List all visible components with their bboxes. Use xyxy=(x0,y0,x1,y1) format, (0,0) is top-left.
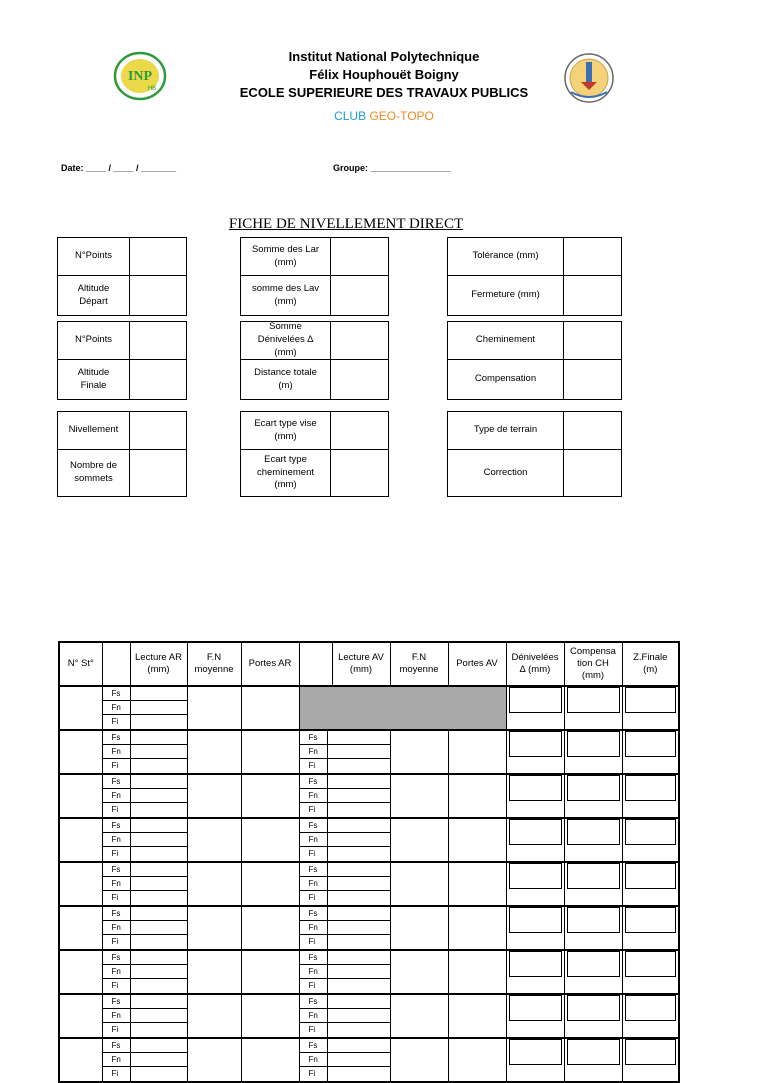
header-compensation: Compensa tion CH (mm) xyxy=(564,642,622,686)
institution-subname: Félix Houphouët Boigny xyxy=(309,67,459,82)
reading-input[interactable] xyxy=(328,803,390,817)
station-cell[interactable] xyxy=(59,906,102,950)
info-label: N°Points xyxy=(58,238,130,275)
reading-input[interactable] xyxy=(131,759,187,773)
reading-input[interactable] xyxy=(131,833,187,846)
wire-label: Fi xyxy=(103,1023,131,1037)
wire-label: Fi xyxy=(300,1023,328,1037)
info-value-cell[interactable] xyxy=(331,360,388,399)
station-cell[interactable] xyxy=(59,818,102,862)
info-value-cell[interactable] xyxy=(564,360,621,399)
wire-label: Fi xyxy=(300,803,328,817)
denivelee-cell xyxy=(506,774,564,818)
svg-text:INP: INP xyxy=(127,69,153,84)
header-portes-ar: Portes AR xyxy=(241,642,299,686)
value-box[interactable] xyxy=(509,907,562,933)
station-cell[interactable] xyxy=(59,994,102,1038)
wire-readings xyxy=(299,994,390,1038)
reading-input[interactable] xyxy=(328,907,390,920)
wire-label: Fi xyxy=(103,847,131,861)
wire-label: Fs xyxy=(103,951,131,964)
reading-input[interactable] xyxy=(131,877,187,890)
reading-input[interactable] xyxy=(328,965,390,978)
info-label: Somme Dénivelées ∆ (mm) xyxy=(241,322,331,359)
wire-label: Fn xyxy=(300,1053,328,1066)
wire-label: Fs xyxy=(103,731,131,744)
wire-label: Fi xyxy=(300,759,328,773)
value-box[interactable] xyxy=(509,995,562,1021)
info-label: Somme des Lar (mm) xyxy=(241,238,331,275)
reading-input[interactable] xyxy=(131,819,187,832)
wire-label: Fn xyxy=(103,745,131,758)
info-value-cell[interactable] xyxy=(130,360,186,399)
fn-moyenne-ar-cell[interactable] xyxy=(187,906,241,950)
denivelee-cell xyxy=(506,906,564,950)
reading-input[interactable] xyxy=(328,995,390,1008)
wire-label: Fs xyxy=(103,907,131,920)
value-box[interactable] xyxy=(509,863,562,889)
date-field: Date: ____ / ____ / _______ xyxy=(61,163,177,173)
wire-readings xyxy=(299,818,390,862)
info-value-cell[interactable] xyxy=(564,450,621,496)
wire-label: Fi xyxy=(103,979,131,993)
portes-ar-cell[interactable] xyxy=(241,818,299,862)
wire-label: Fn xyxy=(300,745,328,758)
compensation-cell xyxy=(564,906,622,950)
portes-ar-cell[interactable] xyxy=(241,950,299,994)
wire-readings xyxy=(102,994,187,1038)
reading-input[interactable] xyxy=(131,1009,187,1022)
portes-av-cell[interactable] xyxy=(448,818,506,862)
institution-name: Institut National Polytechnique xyxy=(288,49,480,64)
header-blank xyxy=(102,642,130,686)
wire-label: Fi xyxy=(300,1067,328,1081)
info-box xyxy=(240,411,389,497)
wire-label: Fs xyxy=(300,951,328,964)
value-box[interactable] xyxy=(625,819,677,845)
reading-input[interactable] xyxy=(131,715,187,729)
reading-input[interactable] xyxy=(131,935,187,949)
portes-ar-cell[interactable] xyxy=(241,906,299,950)
fn-moyenne-ar-cell[interactable] xyxy=(187,818,241,862)
reading-input[interactable] xyxy=(328,731,390,744)
compensation-cell xyxy=(564,862,622,906)
reading-input[interactable] xyxy=(328,935,390,949)
table-row xyxy=(59,862,679,906)
info-value-cell[interactable] xyxy=(331,412,388,449)
club-name: CLUB GEO-TOPO xyxy=(334,109,434,123)
z-finale-cell xyxy=(622,862,679,906)
z-finale-cell xyxy=(622,730,679,774)
info-label: Correction xyxy=(448,450,564,496)
wire-label: Fi xyxy=(103,759,131,773)
fn-moyenne-av-cell[interactable] xyxy=(390,862,448,906)
z-finale-cell xyxy=(622,1038,679,1082)
info-box xyxy=(447,237,622,316)
fn-moyenne-av-cell[interactable] xyxy=(390,994,448,1038)
table-row xyxy=(59,950,679,994)
table-row xyxy=(59,818,679,862)
reading-input[interactable] xyxy=(131,1053,187,1066)
table-row xyxy=(59,994,679,1038)
reading-input[interactable] xyxy=(131,687,187,700)
compensation-cell xyxy=(564,774,622,818)
reading-input[interactable] xyxy=(328,1009,390,1022)
z-finale-cell xyxy=(622,774,679,818)
info-box xyxy=(240,237,389,316)
header-lecture-ar: Lecture AR (mm) xyxy=(130,642,187,686)
portes-av-cell[interactable] xyxy=(448,1038,506,1082)
z-finale-cell xyxy=(622,906,679,950)
fn-moyenne-ar-cell[interactable] xyxy=(187,994,241,1038)
levelling-table xyxy=(58,641,680,1083)
wire-label: Fn xyxy=(300,1009,328,1022)
station-cell[interactable] xyxy=(59,730,102,774)
wire-label: Fn xyxy=(103,877,131,890)
wire-readings xyxy=(102,774,187,818)
info-value-cell[interactable] xyxy=(564,276,621,315)
wire-label: Fi xyxy=(300,979,328,993)
value-box[interactable] xyxy=(625,907,677,933)
fn-moyenne-ar-cell[interactable] xyxy=(187,774,241,818)
wire-label: Fn xyxy=(103,1053,131,1066)
wire-label: Fs xyxy=(300,1039,328,1052)
reading-input[interactable] xyxy=(328,789,390,802)
reading-input[interactable] xyxy=(131,701,187,714)
reading-input[interactable] xyxy=(131,921,187,934)
reading-input[interactable] xyxy=(328,863,390,876)
denivelee-cell xyxy=(506,862,564,906)
wire-label: Fi xyxy=(103,891,131,905)
header-blank xyxy=(299,642,332,686)
reading-input[interactable] xyxy=(328,979,390,993)
wire-label: Fn xyxy=(103,833,131,846)
info-value-cell[interactable] xyxy=(564,322,621,359)
fn-moyenne-av-cell[interactable] xyxy=(390,1038,448,1082)
reading-input[interactable] xyxy=(131,1023,187,1037)
reading-input[interactable] xyxy=(328,891,390,905)
info-label: Fermeture (mm) xyxy=(448,276,564,315)
fn-moyenne-ar-cell[interactable] xyxy=(187,1038,241,1082)
portes-av-cell[interactable] xyxy=(448,862,506,906)
fn-moyenne-ar-cell[interactable] xyxy=(187,730,241,774)
info-label: Altitude Finale xyxy=(58,360,130,399)
wire-label: Fi xyxy=(300,847,328,861)
info-value-cell[interactable] xyxy=(130,276,186,315)
denivelee-cell xyxy=(506,950,564,994)
header-z-finale: Z.Finale (m) xyxy=(622,642,679,686)
info-value-cell[interactable] xyxy=(130,450,186,496)
portes-ar-cell[interactable] xyxy=(241,686,299,730)
value-box[interactable] xyxy=(509,731,562,757)
portes-ar-cell[interactable] xyxy=(241,730,299,774)
value-box[interactable] xyxy=(567,907,620,933)
reading-input[interactable] xyxy=(131,1067,187,1081)
table-row xyxy=(59,686,679,730)
wire-label: Fs xyxy=(103,1039,131,1052)
wire-readings xyxy=(299,774,390,818)
groupe-field: Groupe: ________________ xyxy=(333,163,451,173)
wire-label: Fs xyxy=(300,907,328,920)
value-box[interactable] xyxy=(625,687,677,713)
compensation-cell xyxy=(564,994,622,1038)
info-label: Type de terrain xyxy=(448,412,564,449)
z-finale-cell xyxy=(622,994,679,1038)
wire-label: Fn xyxy=(103,789,131,802)
reading-input[interactable] xyxy=(131,863,187,876)
info-label: N°Points xyxy=(58,322,130,359)
wire-readings xyxy=(102,818,187,862)
station-cell[interactable] xyxy=(59,950,102,994)
wire-label: Fn xyxy=(300,789,328,802)
info-value-cell[interactable] xyxy=(130,322,186,359)
wire-label: Fi xyxy=(103,935,131,949)
info-label: Nivellement xyxy=(58,412,130,449)
info-label: somme des Lav (mm) xyxy=(241,276,331,315)
header-denivelees: Dénivelées ∆ (mm) xyxy=(506,642,564,686)
info-value-cell[interactable] xyxy=(564,412,621,449)
table-row xyxy=(59,730,679,774)
reading-input[interactable] xyxy=(328,1023,390,1037)
info-box xyxy=(447,321,622,400)
wire-readings xyxy=(299,906,390,950)
info-value-cell[interactable] xyxy=(331,238,388,275)
wire-label: Fi xyxy=(103,1067,131,1081)
reading-input[interactable] xyxy=(328,847,390,861)
station-cell[interactable] xyxy=(59,1038,102,1082)
reading-input[interactable] xyxy=(328,819,390,832)
table-row xyxy=(59,774,679,818)
reading-input[interactable] xyxy=(131,951,187,964)
wire-label: Fs xyxy=(300,731,328,744)
denivelee-cell xyxy=(506,1038,564,1082)
compensation-cell xyxy=(564,1038,622,1082)
wire-readings xyxy=(299,862,390,906)
info-value-cell[interactable] xyxy=(130,412,186,449)
wire-readings xyxy=(299,730,390,774)
wire-label: Fs xyxy=(103,775,131,788)
portes-av-cell[interactable] xyxy=(448,994,506,1038)
wire-label: Fi xyxy=(300,935,328,949)
info-value-cell[interactable] xyxy=(564,238,621,275)
z-finale-cell xyxy=(622,950,679,994)
wire-readings xyxy=(102,950,187,994)
info-label: Nombre de sommets xyxy=(58,450,130,496)
reading-input[interactable] xyxy=(131,1039,187,1052)
fn-moyenne-av-cell[interactable] xyxy=(390,818,448,862)
denivelee-cell xyxy=(506,730,564,774)
portes-ar-cell[interactable] xyxy=(241,774,299,818)
wire-readings xyxy=(299,950,390,994)
info-value-cell[interactable] xyxy=(331,322,388,359)
info-box xyxy=(57,321,187,400)
shaded-cell xyxy=(299,686,506,730)
info-box xyxy=(447,411,622,497)
info-box xyxy=(57,237,187,316)
compensation-cell xyxy=(564,818,622,862)
wire-label: Fi xyxy=(103,803,131,817)
wire-label: Fs xyxy=(103,687,131,700)
reading-input[interactable] xyxy=(131,979,187,993)
value-box[interactable] xyxy=(567,687,620,713)
info-value-cell[interactable] xyxy=(331,450,388,496)
wire-label: Fs xyxy=(300,775,328,788)
fn-moyenne-av-cell[interactable] xyxy=(390,950,448,994)
wire-label: Fs xyxy=(103,863,131,876)
reading-input[interactable] xyxy=(131,995,187,1008)
info-label: Tolérance (mm) xyxy=(448,238,564,275)
wire-label: Fs xyxy=(103,995,131,1008)
portes-ar-cell[interactable] xyxy=(241,994,299,1038)
station-cell[interactable] xyxy=(59,862,102,906)
reading-input[interactable] xyxy=(131,775,187,788)
reading-input[interactable] xyxy=(131,745,187,758)
form-title: FICHE DE NIVELLEMENT DIRECT xyxy=(228,216,464,232)
wire-label: Fn xyxy=(103,921,131,934)
wire-readings xyxy=(102,1038,187,1082)
value-box[interactable] xyxy=(567,951,620,977)
portes-av-cell[interactable] xyxy=(448,906,506,950)
value-box[interactable] xyxy=(625,731,677,757)
reading-input[interactable] xyxy=(131,803,187,817)
info-label: Ecart type vise (mm) xyxy=(241,412,331,449)
value-box[interactable] xyxy=(625,863,677,889)
value-box[interactable] xyxy=(567,1039,620,1065)
wire-readings xyxy=(102,862,187,906)
wire-readings xyxy=(102,686,187,730)
info-label: Cheminement xyxy=(448,322,564,359)
header-fn-moyenne-av: F.N moyenne xyxy=(390,642,448,686)
value-box[interactable] xyxy=(509,775,562,801)
header-lecture-av: Lecture AV (mm) xyxy=(332,642,390,686)
value-box[interactable] xyxy=(625,1039,677,1065)
reading-input[interactable] xyxy=(131,789,187,802)
wire-label: Fn xyxy=(300,921,328,934)
value-box[interactable] xyxy=(509,819,562,845)
reading-input[interactable] xyxy=(328,877,390,890)
reading-input[interactable] xyxy=(328,1067,390,1081)
station-cell[interactable] xyxy=(59,686,102,730)
portes-av-cell[interactable] xyxy=(448,774,506,818)
header-fn-moyenne-ar: F.N moyenne xyxy=(187,642,241,686)
svg-text:HB: HB xyxy=(147,86,157,92)
info-value-cell[interactable] xyxy=(331,276,388,315)
reading-input[interactable] xyxy=(328,833,390,846)
info-box xyxy=(57,411,187,497)
wire-label: Fi xyxy=(300,891,328,905)
compensation-cell xyxy=(564,730,622,774)
value-box[interactable] xyxy=(509,1039,562,1065)
reading-input[interactable] xyxy=(328,1039,390,1052)
denivelee-cell xyxy=(506,818,564,862)
value-box[interactable] xyxy=(567,775,620,801)
fn-moyenne-av-cell[interactable] xyxy=(390,730,448,774)
header-portes-av: Portes AV xyxy=(448,642,506,686)
wire-readings xyxy=(102,906,187,950)
portes-av-cell[interactable] xyxy=(448,950,506,994)
reading-input[interactable] xyxy=(131,891,187,905)
compensation-cell xyxy=(564,950,622,994)
reading-input[interactable] xyxy=(328,775,390,788)
table-row xyxy=(59,906,679,950)
reading-input[interactable] xyxy=(328,951,390,964)
info-label: Ecart type cheminement (mm) xyxy=(241,450,331,496)
reading-input[interactable] xyxy=(131,965,187,978)
school-name: ECOLE SUPERIEURE DES TRAVAUX PUBLICS xyxy=(239,85,529,100)
wire-readings xyxy=(102,730,187,774)
wire-label: Fs xyxy=(103,819,131,832)
info-label: Compensation xyxy=(448,360,564,399)
header-station: N° St° xyxy=(59,642,102,686)
reading-input[interactable] xyxy=(328,759,390,773)
fn-moyenne-ar-cell[interactable] xyxy=(187,950,241,994)
wire-label: Fs xyxy=(300,819,328,832)
portes-ar-cell[interactable] xyxy=(241,862,299,906)
value-box[interactable] xyxy=(567,819,620,845)
fn-moyenne-av-cell[interactable] xyxy=(390,774,448,818)
portes-av-cell[interactable] xyxy=(448,730,506,774)
wire-label: Fn xyxy=(300,833,328,846)
value-box[interactable] xyxy=(509,687,562,713)
value-box[interactable] xyxy=(625,775,677,801)
reading-input[interactable] xyxy=(328,921,390,934)
info-label: Distance totale (m) xyxy=(241,360,331,399)
value-box[interactable] xyxy=(509,951,562,977)
reading-input[interactable] xyxy=(131,907,187,920)
table-row xyxy=(59,1038,679,1082)
denivelee-cell xyxy=(506,686,564,730)
info-label: Altitude Départ xyxy=(58,276,130,315)
wire-label: Fn xyxy=(103,965,131,978)
value-box[interactable] xyxy=(567,731,620,757)
denivelee-cell xyxy=(506,994,564,1038)
value-box[interactable] xyxy=(625,951,677,977)
reading-input[interactable] xyxy=(131,847,187,861)
wire-readings xyxy=(299,1038,390,1082)
portes-ar-cell[interactable] xyxy=(241,1038,299,1082)
value-box[interactable] xyxy=(567,863,620,889)
z-finale-cell xyxy=(622,686,679,730)
reading-input[interactable] xyxy=(131,731,187,744)
info-box xyxy=(240,321,389,400)
wire-label: Fs xyxy=(300,995,328,1008)
info-value-cell[interactable] xyxy=(130,238,186,275)
wire-label: Fn xyxy=(300,965,328,978)
compensation-cell xyxy=(564,686,622,730)
fn-moyenne-ar-cell[interactable] xyxy=(187,862,241,906)
wire-label: Fn xyxy=(103,701,131,714)
wire-label: Fn xyxy=(300,877,328,890)
value-box[interactable] xyxy=(567,995,620,1021)
value-box[interactable] xyxy=(625,995,677,1021)
station-cell[interactable] xyxy=(59,774,102,818)
reading-input[interactable] xyxy=(328,1053,390,1066)
fn-moyenne-av-cell[interactable] xyxy=(390,906,448,950)
z-finale-cell xyxy=(622,818,679,862)
reading-input[interactable] xyxy=(328,745,390,758)
wire-label: Fn xyxy=(103,1009,131,1022)
wire-label: Fs xyxy=(300,863,328,876)
fn-moyenne-ar-cell[interactable] xyxy=(187,686,241,730)
wire-label: Fi xyxy=(103,715,131,729)
